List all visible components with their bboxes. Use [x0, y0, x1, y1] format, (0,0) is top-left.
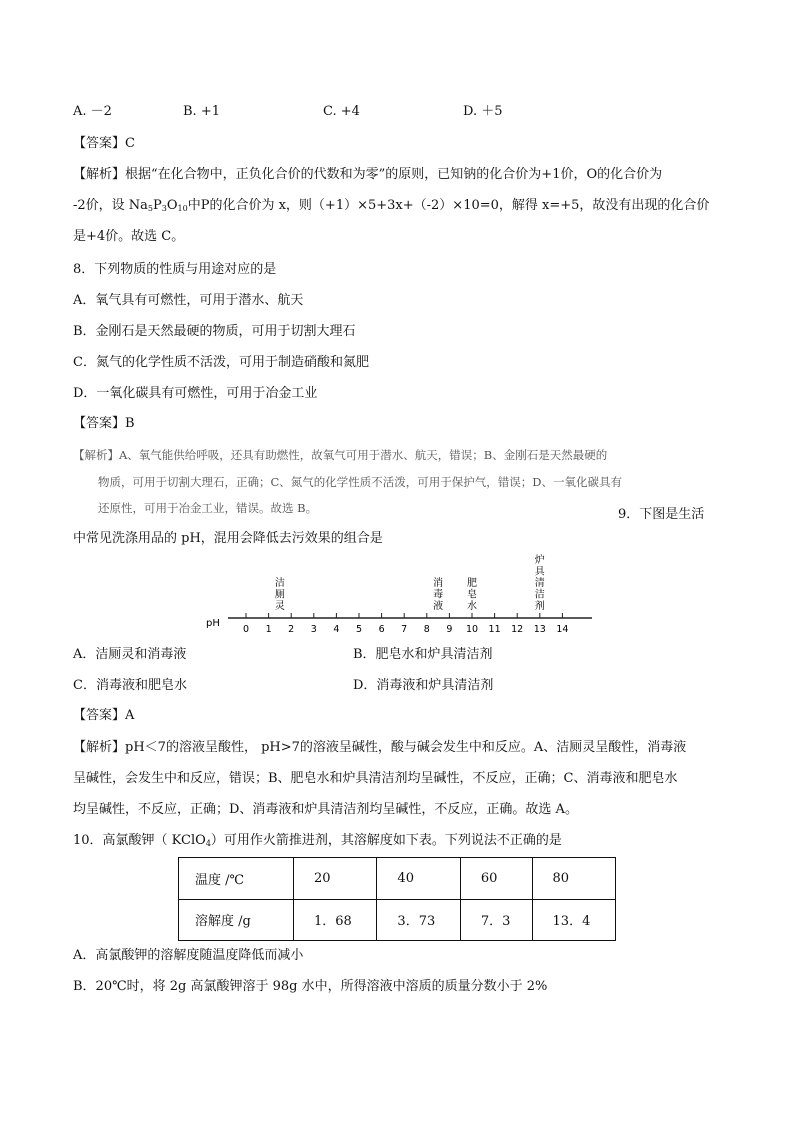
q9-option-d: D．消毒液和炉具清洁剂	[353, 678, 494, 693]
analysis-text: -2价，设 Na	[73, 198, 148, 213]
answer-tag: 【答案】	[73, 416, 126, 431]
q9-option-a: A．洁厕灵和消毒液	[73, 647, 187, 662]
q8-analysis-line-2: 物质，可用于切割大理石，正确；C、氮气的化学性质不活泼，可用于保护气，错误；D、一氧化碳具有	[98, 475, 623, 489]
table-cell: 40	[377, 858, 460, 900]
ph-product-char: 具	[534, 566, 545, 578]
q7-answer	[73, 135, 135, 153]
ph-product-char: 毒	[433, 589, 444, 601]
q8-answer	[73, 415, 135, 433]
ph-product-label	[467, 577, 477, 612]
ph-product-char: 清	[534, 578, 545, 589]
ph-product-label	[433, 576, 443, 612]
table-row	[179, 899, 616, 941]
ph-product-label	[275, 576, 285, 612]
q9-analysis-line-2: 呈碱性，会发生中和反应，错误；B、肥皂水和炉具清洁剂均呈碱性，不反应，正确；C、消毒液和肥皂水	[73, 771, 678, 786]
q8-analysis-line-1: 【解析】A、氧气能供给呼吸，还具有助燃性，故氧气可用于潜水、航天，错误；B、金刚石是天然最硬的	[73, 448, 608, 462]
formula-subscript: 4	[205, 839, 211, 848]
ph-tick-label: 7	[401, 624, 408, 635]
analysis-text: 根据“在化合物中，正负化合价的代数和为零”的原则，已知钠的化合价为+1价，O的化合价为	[125, 167, 663, 182]
solubility-table	[178, 857, 616, 941]
q7-analysis-line-1	[73, 166, 662, 184]
table-cell: 60	[460, 858, 532, 900]
q10-option-b: B．20℃时，将 2g 高氯酸钾溶于 98g 水中，所得溶液中溶质的质量分数小于 2%	[73, 979, 548, 994]
q8-stem: 8．下列物质的性质与用途对应的是	[73, 262, 277, 277]
table-cell: 1．68	[294, 899, 377, 941]
ph-tick-label: 1	[265, 624, 272, 635]
table-cell: 20	[294, 858, 377, 900]
answer-value: A	[125, 708, 135, 723]
q7-option-a: A. －2	[73, 104, 112, 119]
table-header-cell: 温度 /℃	[179, 858, 294, 900]
formula-subscript: 3	[161, 204, 167, 213]
ph-tick-label: 14	[556, 624, 569, 635]
table-header-cell: 溶解度 /g	[179, 899, 294, 941]
table-cell: 13．4	[532, 899, 615, 941]
ph-product-char: 洁	[534, 589, 545, 601]
q10-option-a: A．高氯酸钾的溶解度随温度降低而减小	[73, 948, 304, 963]
formula-subscript: 10	[177, 204, 188, 213]
formula-text: O	[166, 198, 178, 213]
ph-product-char: 水	[467, 601, 477, 612]
ph-product-char: 厕	[274, 589, 285, 601]
ph-tick-label: 0	[242, 624, 250, 635]
ph-product-char: 炉	[534, 555, 545, 566]
answer-tag: 【答案】	[73, 136, 126, 151]
ph-tick-label: 10	[465, 624, 479, 635]
ph-tick-label: 4	[333, 624, 340, 635]
ph-product-char: 灵	[274, 601, 285, 612]
answer-value: B	[125, 416, 135, 431]
ph-tick-label: 8	[423, 624, 430, 635]
q7-option-c: C. +4	[323, 104, 360, 119]
ph-scale-diagram	[200, 553, 600, 643]
q8-option-b: B．金刚石是天然最硬的物质，可用于切割大理石	[73, 324, 356, 339]
q10-stem	[73, 832, 562, 853]
q7-analysis-line-2	[73, 197, 709, 218]
q8-option-c: C．氮气的化学性质不活泼，可用于制造硝酸和氮肥	[73, 355, 369, 370]
ph-tick-label: 13	[533, 624, 546, 635]
analysis-tag: 【解析】	[73, 740, 126, 755]
stem-text: 10．高氯酸钾（ KClO	[73, 833, 206, 848]
q9-stem: 中常见洗涤用品的 pH，混用会降低去污效果的组合是	[73, 531, 383, 546]
table-cell: 80	[532, 858, 615, 900]
q8-option-a: A．氧气具有可燃性，可用于潜水、航天	[73, 293, 304, 308]
q8-option-d: D．一氧化碳具有可燃性，可用于冶金工业	[73, 386, 318, 401]
answer-tag: 【答案】	[73, 708, 126, 723]
analysis-tag: 【解析】	[73, 167, 126, 182]
table-cell: 3．73	[377, 899, 460, 941]
ph-tick-label: 6	[378, 624, 385, 635]
ph-product-char: 洁	[274, 578, 285, 589]
table-cell: 7．3	[460, 899, 532, 941]
formula-text: P	[153, 198, 162, 213]
q9-analysis-line-1	[73, 739, 686, 757]
ph-product-char: 剂	[534, 601, 545, 612]
ph-product-char: 肥	[467, 578, 477, 589]
q8-analysis-line-3: 还原性，可用于冶金工业，错误。故选 B。	[98, 501, 318, 515]
q9-option-c: C．消毒液和肥皂水	[73, 678, 187, 693]
q7-option-b: B. +1	[183, 104, 220, 119]
ph-tick-label: 9	[446, 624, 453, 635]
q9-analysis-line-3: 均呈碱性，不反应，正确；D、消毒液和炉具清洁剂均呈碱性，不反应，正确。故选 A。	[73, 802, 578, 817]
table-row	[179, 858, 616, 900]
ph-tick-label: 3	[310, 624, 317, 635]
ph-tick-label: 2	[288, 624, 295, 635]
stem-text: ）可用作火箭推进剂，其溶解度如下表。下列说法不正确的是	[210, 833, 562, 848]
ph-tick-label: 5	[355, 624, 363, 635]
q7-analysis-line-3: 是+4价。故选 C。	[73, 229, 185, 244]
q9-stem-start: 9．下图是生活	[618, 507, 705, 522]
q7-option-d: D. ＋5	[463, 104, 503, 119]
ph-product-label	[535, 553, 546, 612]
q9-answer	[73, 707, 134, 725]
answer-value: C	[125, 136, 135, 151]
q9-option-b: B．肥皂水和炉具清洁剂	[353, 647, 493, 662]
formula-subscript: 5	[147, 204, 154, 213]
ph-product-char: 皂	[467, 589, 477, 601]
ph-product-char: 液	[433, 601, 444, 612]
analysis-text: pH＜7的溶液呈酸性， pH>7的溶液呈碱性，酸与碱会发生中和反应。A、洁厕灵呈酸性，消毒液	[125, 740, 687, 755]
ph-tick-label: 11	[488, 624, 501, 635]
ph-tick-label: 12	[511, 624, 524, 635]
ph-product-char: 消	[433, 578, 444, 589]
ph-axis-label: pH	[206, 618, 220, 629]
analysis-text: 中P的化合价为 x，则（+1）×5+3x+（-2）×10=0，解得 x=+5，故没有出现的化合价	[187, 198, 710, 213]
